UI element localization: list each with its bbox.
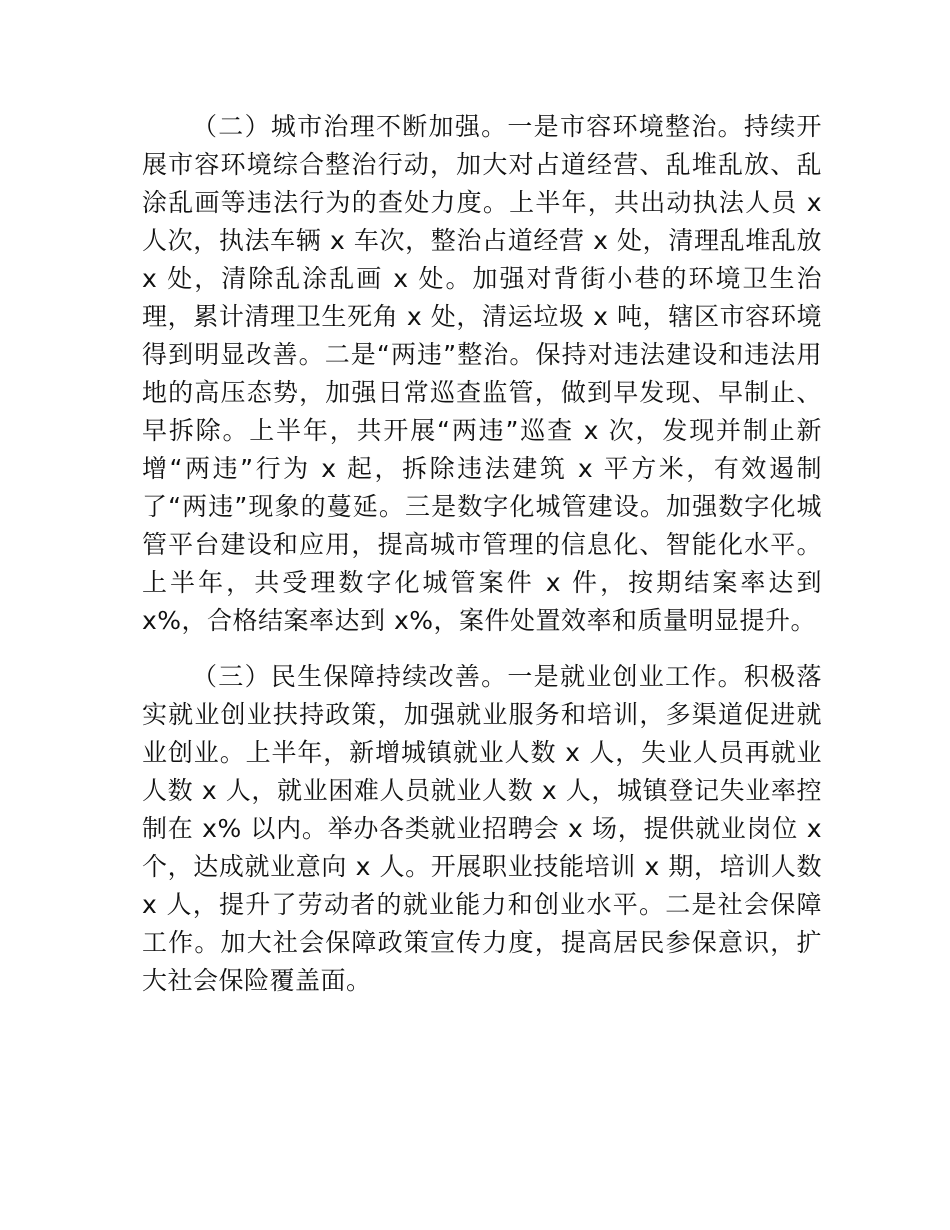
document-body [142, 108, 822, 1018]
paragraph-urban-governance: （二）城市治理不断加强。一是市容环境整治。持续开展市容环境综合整治行动，加大对占道经营、乱堆乱放、乱涂乱画等违法行为的查处力度。上半年，共出动执法人员 x 人次，执法车辆 x 车次，整治占道经营 x 处，清理乱堆乱放 x 处，清除乱涂乱画 x 处。加强对背街小巷的环境卫生治理，累计清理卫生死角 x 处，清运垃圾 x 吨，辖区市容环境得到明显改善。二是“两违”整治。保持对违法建设和违法用地的高压态势，加强日常巡查监管，做到早发现、早制止、早拆除。上半年，共开展“两违”巡查 x 次，发现并制止新增“两违”行为 x 起，拆除违法建筑 x 平方米，有效遏制了“两违”现象的蔓延。三是数字化城管建设。加强数字化城管平台建设和应用，提高城市管理的信息化、智能化水平。上半年，共受理数字化城管案件 x 件，按期结案率达到 x%，合格结案率达到 x%，案件处置效率和质量明显提升。 [142, 112, 822, 635]
paragraph-livelihood-security: （三）民生保障持续改善。一是就业创业工作。积极落实就业创业扶持政策，加强就业服务和培训，多渠道促进就业创业。上半年，新增城镇就业人数 x 人，失业人员再就业人数 x 人，就业困难人员就业人数 x 人，城镇登记失业率控制在 x% 以内。举办各类就业招聘会 x 场，提供就业岗位 x 个，达成就业意向 x 人。开展职业技能培训 x 期，培训人数 x 人，提升了劳动者的就业能力和创业水平。二是社会保障工作。加大社会保障政策宣传力度，提高居民参保意识，扩大社会保险覆盖面。 [142, 662, 822, 995]
